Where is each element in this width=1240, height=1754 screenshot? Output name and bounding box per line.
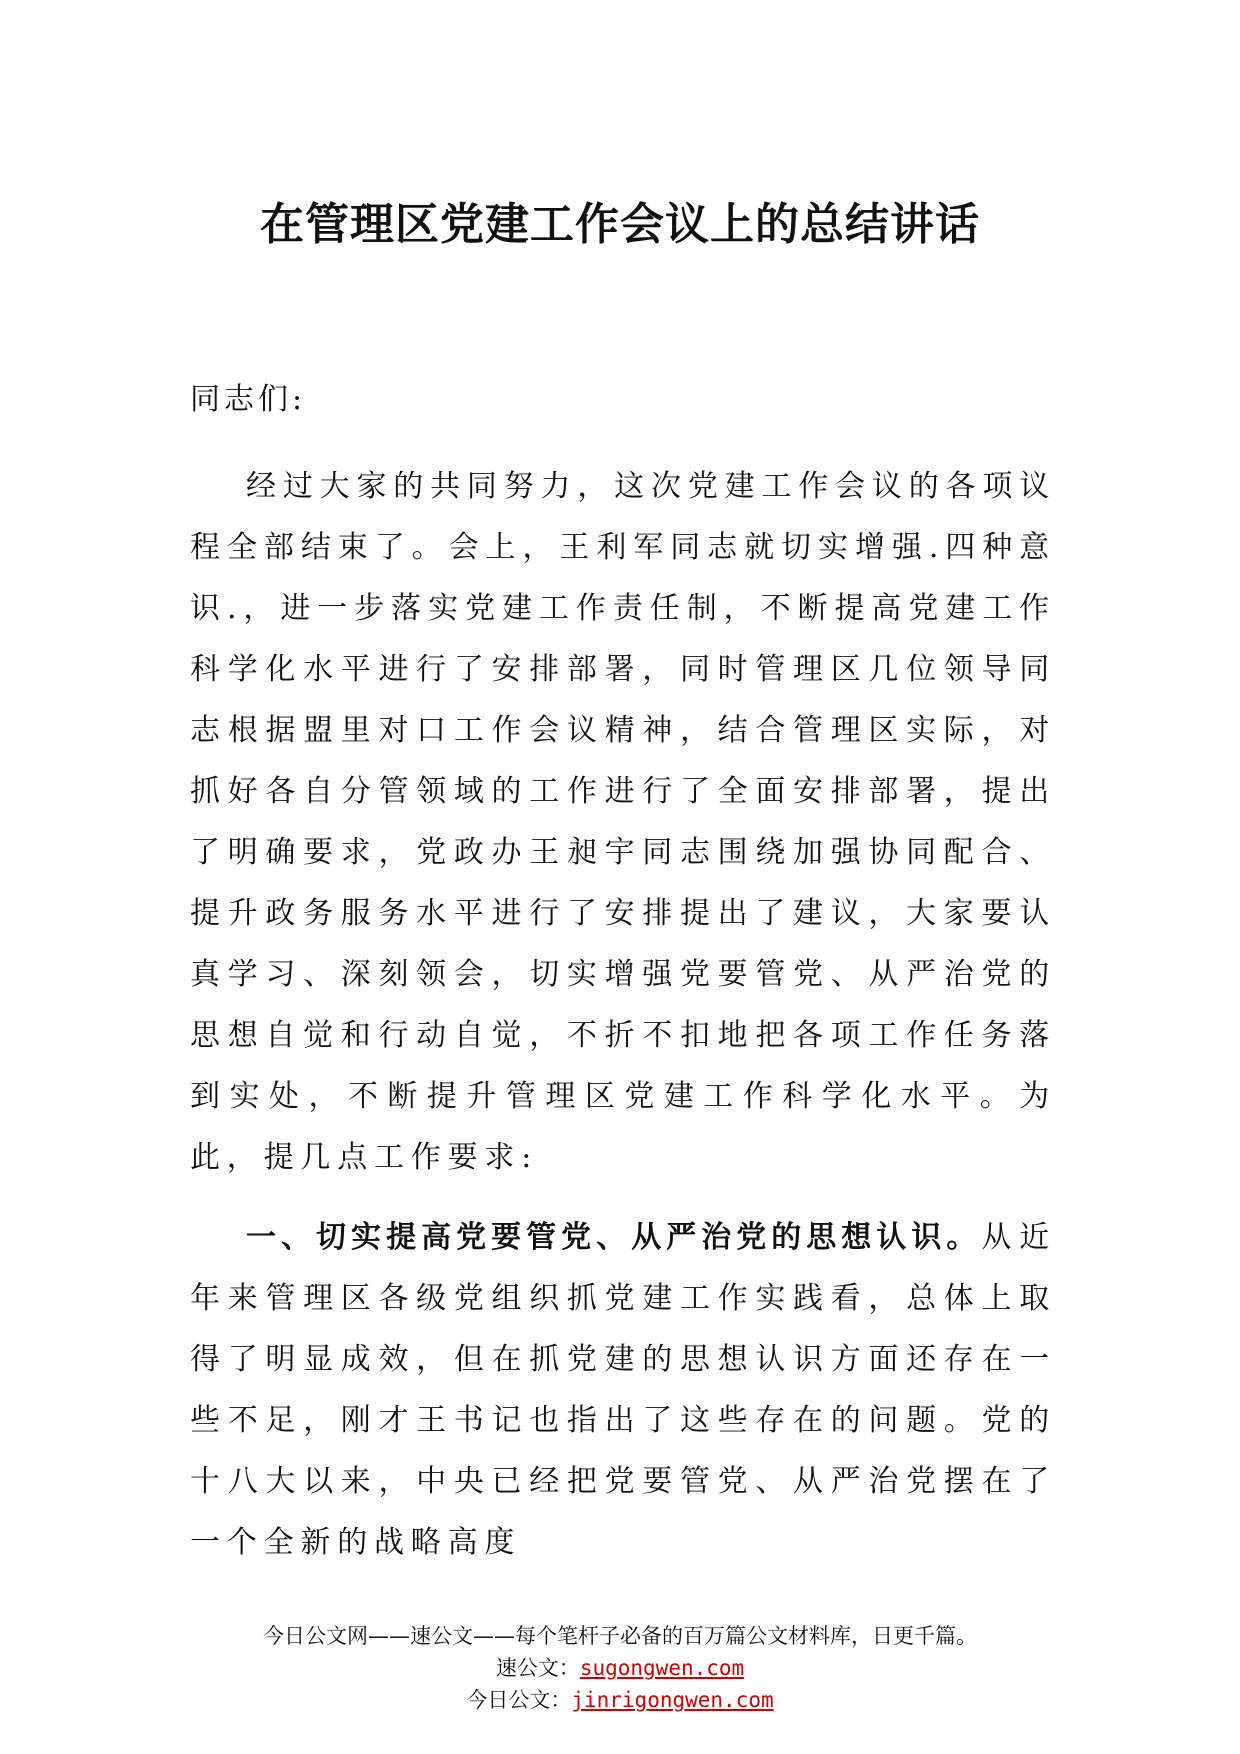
page-title: 在管理区党建工作会议上的总结讲话 (260, 199, 980, 250)
footer-label: 今日公文： (466, 1688, 572, 1712)
section-heading: 一、切实提高党要管党、从严治党的思想认识。 (246, 1220, 982, 1255)
footer-tagline: 今日公文网——速公文——每个笔杆子必备的百万篇公文材料库，日更千篇。 (263, 1624, 977, 1648)
footer-sugongwen (0, 1652, 1240, 1682)
jinrigongwen-link[interactable]: jinrigongwen.com (571, 1688, 774, 1712)
sugongwen-link[interactable]: sugongwen.com (579, 1656, 745, 1680)
footer-label: 速公文： (495, 1656, 580, 1680)
section-body: 从近年来管理区各级党组织抓党建工作实践看，总体上取得了明显成效，但在抓党建的思想认识方面还存在一些不足，刚才王书记也指出了这些存在的问题。党的十八大以来，中央已经把党要管党、从严治党摆在了一个全新的战略高度 (190, 1220, 1056, 1560)
body-paragraph: 经过大家的共同努力，这次党建工作会议的各项议程全部结束了。会上，王利军同志就切实增强.四种意识.，进一步落实党建工作责任制，不断提高党建工作科学化水平进行了安排部署，同时管理区几位领导同志根据盟里对口工作会议精神，结合管理区实际，对抓好各自分管领域的工作进行了全面安排部署，提出了明确要求，党政办王昶宇同志围绕加强协同配合、提升政务服务水平进行了安排提出了建议，大家要认真学习、深刻领会，切实增强党要管党、从严治党的思想自觉和行动自觉，不折不扣地把各项工作任务落到实处，不断提升管理区党建工作科学化水平。为此，提几点工作要求: (190, 469, 1056, 1175)
footer-jinrigongwen (0, 1684, 1240, 1714)
salutation: 同志们: (190, 382, 307, 417)
section-paragraph (190, 1207, 1056, 1573)
